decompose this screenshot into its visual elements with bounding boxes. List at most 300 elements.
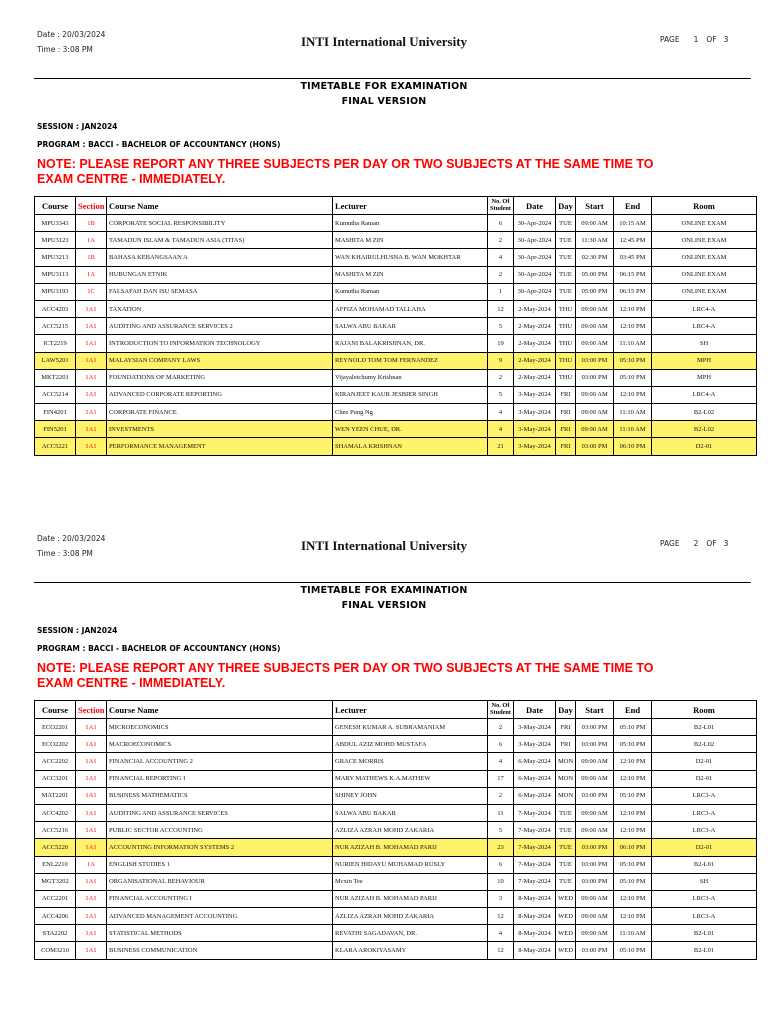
- cell-lecturer: NUR AZIZAH B. MOHAMAD PARIJ: [333, 890, 488, 907]
- cell-lecturer: GRACE MORRIS: [333, 753, 488, 770]
- cell-day: WED: [556, 890, 576, 907]
- cell-course-name: CORPORATE FINANCE: [107, 404, 333, 421]
- cell-end: 11:10 AM: [614, 404, 652, 421]
- cell-date: 7-May-2024: [514, 856, 556, 873]
- cell-end: 05:10 PM: [614, 856, 652, 873]
- table-header-row: [35, 197, 757, 215]
- cell-course: ACC3201: [35, 770, 76, 787]
- table-row: [35, 249, 757, 266]
- cell-end: 12:10 PM: [614, 804, 652, 821]
- cell-start: 02:30 PM: [576, 249, 614, 266]
- cell-room: ONLINE EXAM: [652, 215, 757, 232]
- cell-lecturer: Mcxin Tee: [333, 873, 488, 890]
- cell-students: 2: [488, 719, 514, 736]
- cell-end: 05:10 PM: [614, 942, 652, 959]
- cell-end: 12:10 PM: [614, 386, 652, 403]
- cell-lecturer: Kumutha Raman: [333, 283, 488, 300]
- cell-day: TUE: [556, 215, 576, 232]
- cell-date: 6-May-2024: [514, 770, 556, 787]
- table-row: [35, 232, 757, 249]
- cell-course: ECO2201: [35, 719, 76, 736]
- cell-section: 1A1: [76, 300, 107, 317]
- cell-date: 2-May-2024: [514, 318, 556, 335]
- cell-section: 1A: [76, 232, 107, 249]
- cell-day: MON: [556, 770, 576, 787]
- cell-day: FRI: [556, 404, 576, 421]
- table-row: [35, 335, 757, 352]
- cell-lecturer: AZLIZA AZRAH MOHD ZAKARIA: [333, 822, 488, 839]
- of-label: OF: [706, 35, 717, 44]
- table-row: [35, 908, 757, 925]
- cell-end: 12:10 PM: [614, 822, 652, 839]
- cell-start: 09:00 AM: [576, 890, 614, 907]
- cell-course-name: FINANCIAL REPORTING I: [107, 770, 333, 787]
- cell-day: TUE: [556, 266, 576, 283]
- cell-course: ACC5221: [35, 438, 76, 455]
- cell-date: 3-May-2024: [514, 736, 556, 753]
- cell-room: LRC3-A: [652, 890, 757, 907]
- cell-course-name: TAXATION: [107, 300, 333, 317]
- cell-lecturer: NUR AZIZAH B. MOHAMAD PARIJ: [333, 839, 488, 856]
- print-time: Time : 3:08 PM: [37, 45, 93, 54]
- cell-room: LRC4-A: [652, 300, 757, 317]
- cell-course-name: BUSINESS COMMUNICATION: [107, 942, 333, 959]
- cell-course: ENL2210: [35, 856, 76, 873]
- cell-room: ONLINE EXAM: [652, 266, 757, 283]
- cell-day: TUE: [556, 839, 576, 856]
- cell-students: 2: [488, 787, 514, 804]
- cell-course-name: HUBUNGAN ETNIK: [107, 266, 333, 283]
- cell-section: 1A1: [76, 421, 107, 438]
- cell-start: 09:00 AM: [576, 770, 614, 787]
- page-number: [660, 35, 728, 44]
- cell-date: 2-May-2024: [514, 300, 556, 317]
- cell-course-name: INVESTMENTS: [107, 421, 333, 438]
- cell-start: 09:00 AM: [576, 335, 614, 352]
- cell-section: 1A1: [76, 736, 107, 753]
- cell-students: 6: [488, 736, 514, 753]
- cell-date: 30-Apr-2024: [514, 215, 556, 232]
- cell-date: 2-May-2024: [514, 335, 556, 352]
- cell-start: 05:00 PM: [576, 266, 614, 283]
- cell-section: 1A: [76, 266, 107, 283]
- cell-end: 05:10 PM: [614, 352, 652, 369]
- table-row: [35, 839, 757, 856]
- cell-section: 1A1: [76, 404, 107, 421]
- cell-section: 1A1: [76, 352, 107, 369]
- cell-students: 2: [488, 232, 514, 249]
- cell-section: 1A1: [76, 438, 107, 455]
- cell-students: 4: [488, 753, 514, 770]
- cell-day: TUE: [556, 856, 576, 873]
- cell-lecturer: Kumutha Raman: [333, 215, 488, 232]
- cell-lecturer: SALWA ABU BAKAR: [333, 804, 488, 821]
- cell-start: 03:00 PM: [576, 719, 614, 736]
- cell-students: 2: [488, 369, 514, 386]
- cell-students: 4: [488, 249, 514, 266]
- cell-date: 2-May-2024: [514, 369, 556, 386]
- cell-date: 3-May-2024: [514, 438, 556, 455]
- cell-day: TUE: [556, 822, 576, 839]
- cell-day: MON: [556, 753, 576, 770]
- cell-start: 05:00 PM: [576, 283, 614, 300]
- col-end: End: [614, 701, 652, 719]
- cell-date: 3-May-2024: [514, 421, 556, 438]
- cell-end: 05:10 PM: [614, 787, 652, 804]
- cell-date: 8-May-2024: [514, 942, 556, 959]
- cell-lecturer: WAN KHAIRULHUSNA B. WAN MOKHTAR: [333, 249, 488, 266]
- cell-end: 12:10 PM: [614, 300, 652, 317]
- table-row: [35, 804, 757, 821]
- col-start: Start: [576, 197, 614, 215]
- table-row: [35, 753, 757, 770]
- cell-section: 1C: [76, 283, 107, 300]
- cell-start: 03:00 PM: [576, 942, 614, 959]
- cell-section: 1A1: [76, 753, 107, 770]
- cell-course: FIN4201: [35, 404, 76, 421]
- cell-start: 03:00 PM: [576, 352, 614, 369]
- cell-day: MON: [556, 787, 576, 804]
- cell-course: ACC5214: [35, 386, 76, 403]
- cell-start: 11:30 AM: [576, 232, 614, 249]
- table-row: [35, 283, 757, 300]
- cell-course-name: CORPORATE SOCIAL RESPONSIBILITY: [107, 215, 333, 232]
- cell-start: 09:00 AM: [576, 753, 614, 770]
- cell-course: ICT2219: [35, 335, 76, 352]
- cell-start: 03:00 PM: [576, 856, 614, 873]
- col-room: Room: [652, 197, 757, 215]
- cell-lecturer: REYNOLD TOM TOM FERNANDEZ: [333, 352, 488, 369]
- cell-course-name: BAHASA KEBANGSAAN A: [107, 249, 333, 266]
- cell-course: MKT2201: [35, 369, 76, 386]
- cell-end: 12:10 PM: [614, 890, 652, 907]
- cell-lecturer: SHAMALA KRISHNAN: [333, 438, 488, 455]
- session-label: SESSION : JAN2024: [37, 122, 118, 131]
- cell-end: 05:10 PM: [614, 369, 652, 386]
- cell-lecturer: MARY MATHEWS K.A.MATHEW: [333, 770, 488, 787]
- table-row: [35, 421, 757, 438]
- cell-end: 10:15 AM: [614, 215, 652, 232]
- cell-students: 3: [488, 890, 514, 907]
- exam-table: [34, 700, 757, 960]
- col-lecturer: Lecturer: [333, 701, 488, 719]
- cell-end: 05:10 PM: [614, 736, 652, 753]
- timetable-title: TIMETABLE FOR EXAMINATION: [300, 81, 468, 92]
- table-body: [35, 215, 757, 456]
- cell-course: MGT3202: [35, 873, 76, 890]
- cell-room: ONLINE EXAM: [652, 232, 757, 249]
- page-label: PAGE: [660, 539, 680, 548]
- cell-room: MPH: [652, 369, 757, 386]
- cell-students: 4: [488, 404, 514, 421]
- cell-room: D2-01: [652, 753, 757, 770]
- cell-start: 09:00 AM: [576, 822, 614, 839]
- table-row: [35, 925, 757, 942]
- cell-section: 1A1: [76, 839, 107, 856]
- col-date: Date: [514, 197, 556, 215]
- table-row: [35, 266, 757, 283]
- cell-course-name: FINANCIAL ACCOUNTING 2: [107, 753, 333, 770]
- cell-course-name: AUDITING AND ASSURANCE SERVICES: [107, 804, 333, 821]
- cell-date: 30-Apr-2024: [514, 249, 556, 266]
- page-total: 3: [723, 35, 729, 44]
- cell-end: 12:10 PM: [614, 318, 652, 335]
- cell-students: 2: [488, 266, 514, 283]
- cell-end: 12:10 PM: [614, 908, 652, 925]
- cell-date: 7-May-2024: [514, 804, 556, 821]
- cell-lecturer: ABDUL AZIZ MOHD MUSTAFA: [333, 736, 488, 753]
- col-course-name: Course Name: [107, 701, 333, 719]
- program-label: PROGRAM : BACCI - BACHELOR OF ACCOUNTANCY (HONS): [37, 140, 281, 149]
- cell-day: THU: [556, 369, 576, 386]
- cell-course: ACC4202: [35, 804, 76, 821]
- timetable-page-1: [0, 0, 768, 504]
- warning-note: NOTE: PLEASE REPORT ANY THREE SUBJECTS PER DAY OR TWO SUBJECTS AT THE SAME TIME TO EXAM CENTRE - IMMEDIATELY.: [37, 661, 654, 690]
- cell-room: LRC3-A: [652, 787, 757, 804]
- cell-course-name: MACROECONOMICS: [107, 736, 333, 753]
- cell-start: 09:00 AM: [576, 421, 614, 438]
- cell-course-name: ORGANISATIONAL BEHAVIOUR: [107, 873, 333, 890]
- cell-students: 4: [488, 925, 514, 942]
- cell-lecturer: AFFIZA MOHAMAD TALLAHA: [333, 300, 488, 317]
- cell-course: MPU3193: [35, 283, 76, 300]
- cell-day: THU: [556, 318, 576, 335]
- cell-start: 09:00 AM: [576, 404, 614, 421]
- cell-course-name: MICROECONOMICS: [107, 719, 333, 736]
- cell-course: MPU3213: [35, 249, 76, 266]
- cell-day: FRI: [556, 438, 576, 455]
- cell-date: 8-May-2024: [514, 908, 556, 925]
- cell-course-name: ACCOUNTING INFORMATION SYSTEMS 2: [107, 839, 333, 856]
- cell-course: ECO2202: [35, 736, 76, 753]
- page-current: 2: [693, 539, 699, 548]
- cell-date: 7-May-2024: [514, 873, 556, 890]
- col-section: Section: [76, 197, 107, 215]
- cell-students: 21: [488, 438, 514, 455]
- cell-start: 03:00 PM: [576, 736, 614, 753]
- cell-start: 09:00 AM: [576, 318, 614, 335]
- cell-section: 1A1: [76, 925, 107, 942]
- table-row: [35, 822, 757, 839]
- col-student: Student: [490, 204, 511, 212]
- cell-room: B2-L02: [652, 404, 757, 421]
- cell-students: 10: [488, 873, 514, 890]
- page-total: 3: [723, 539, 729, 548]
- col-start: Start: [576, 701, 614, 719]
- table-body: [35, 719, 757, 960]
- cell-course: ACC4203: [35, 300, 76, 317]
- cell-section: 1A1: [76, 318, 107, 335]
- cell-course: MPU3113: [35, 266, 76, 283]
- col-course-name: Course Name: [107, 197, 333, 215]
- cell-day: THU: [556, 352, 576, 369]
- cell-section: 1A1: [76, 873, 107, 890]
- cell-section: 1A: [76, 856, 107, 873]
- cell-day: FRI: [556, 736, 576, 753]
- table-row: [35, 438, 757, 455]
- cell-course: ACC5220: [35, 839, 76, 856]
- cell-day: TUE: [556, 873, 576, 890]
- cell-room: LRC4-A: [652, 318, 757, 335]
- cell-section: 1A1: [76, 908, 107, 925]
- session-label: SESSION : JAN2024: [37, 626, 118, 635]
- cell-room: LRC3-A: [652, 804, 757, 821]
- cell-lecturer: RAJANI BALAKRISHNAN, DR.: [333, 335, 488, 352]
- cell-date: 8-May-2024: [514, 890, 556, 907]
- cell-lecturer: SHINEY JOHN: [333, 787, 488, 804]
- cell-end: 06:15 PM: [614, 266, 652, 283]
- cell-end: 05:10 PM: [614, 873, 652, 890]
- cell-section: 1A1: [76, 890, 107, 907]
- print-time: Time : 3:08 PM: [37, 549, 93, 558]
- table-row: [35, 890, 757, 907]
- cell-day: FRI: [556, 386, 576, 403]
- cell-students: 19: [488, 335, 514, 352]
- cell-date: 6-May-2024: [514, 753, 556, 770]
- cell-lecturer: MASHITA M ZIN: [333, 266, 488, 283]
- cell-start: 09:00 AM: [576, 804, 614, 821]
- cell-room: LRC3-A: [652, 822, 757, 839]
- cell-course: LAW5201: [35, 352, 76, 369]
- table-row: [35, 215, 757, 232]
- col-no-of-student: [488, 197, 514, 215]
- print-date: Date : 20/03/2024: [37, 534, 106, 543]
- cell-section: 1A1: [76, 335, 107, 352]
- table-row: [35, 770, 757, 787]
- cell-course-name: ENGLISH STUDIES 1: [107, 856, 333, 873]
- cell-room: MPH: [652, 352, 757, 369]
- cell-students: 5: [488, 318, 514, 335]
- cell-section: 1A1: [76, 804, 107, 821]
- cell-course-name: STATISTICAL METHODS: [107, 925, 333, 942]
- cell-day: WED: [556, 942, 576, 959]
- cell-students: 17: [488, 770, 514, 787]
- cell-section: 1A1: [76, 822, 107, 839]
- cell-end: 12:45 PM: [614, 232, 652, 249]
- table-row: [35, 942, 757, 959]
- col-section: Section: [76, 701, 107, 719]
- cell-lecturer: GENESH KUMAR A. SUBRAMANIAM: [333, 719, 488, 736]
- cell-room: LRC4-A: [652, 386, 757, 403]
- cell-course-name: AUDITING AND ASSURANCE SERVICES 2: [107, 318, 333, 335]
- cell-section: 1A1: [76, 386, 107, 403]
- cell-lecturer: AZLIZA AZRAH MOHD ZAKARIA: [333, 908, 488, 925]
- cell-course-name: PUBLIC SECTOR ACCOUNTING: [107, 822, 333, 839]
- cell-lecturer: NURIEN HIDAYU MUHAMAD RUSLY: [333, 856, 488, 873]
- cell-students: 12: [488, 942, 514, 959]
- cell-course-name: TAMADUN ISLAM & TAMADUN ASIA (TITAS): [107, 232, 333, 249]
- cell-day: WED: [556, 908, 576, 925]
- cell-course: ACC5216: [35, 822, 76, 839]
- cell-start: 09:00 AM: [576, 300, 614, 317]
- cell-section: 1A1: [76, 369, 107, 386]
- cell-end: 03:45 PM: [614, 249, 652, 266]
- cell-course: COM3210: [35, 942, 76, 959]
- cell-start: 03:00 PM: [576, 839, 614, 856]
- cell-students: 6: [488, 856, 514, 873]
- cell-date: 2-May-2024: [514, 352, 556, 369]
- cell-end: 12:10 PM: [614, 770, 652, 787]
- cell-section: 1A1: [76, 719, 107, 736]
- table-row: [35, 873, 757, 890]
- cell-students: 11: [488, 804, 514, 821]
- page-current: 1: [693, 35, 699, 44]
- cell-students: 23: [488, 839, 514, 856]
- university-name: INTI International University: [300, 538, 468, 553]
- cell-date: 30-Apr-2024: [514, 232, 556, 249]
- cell-course-name: FOUNDATIONS OF MARKETING: [107, 369, 333, 386]
- cell-course-name: ADVANCED MANAGEMENT ACCOUNTING: [107, 908, 333, 925]
- cell-section: 1A1: [76, 787, 107, 804]
- cell-day: TUE: [556, 249, 576, 266]
- cell-course-name: INTRODUCTION TO INFORMATION TECHNOLOGY: [107, 335, 333, 352]
- table-row: [35, 736, 757, 753]
- cell-day: TUE: [556, 283, 576, 300]
- cell-course: MPU3343: [35, 215, 76, 232]
- version-title: FINAL VERSION: [341, 96, 427, 107]
- col-no-of: No. Of: [491, 198, 510, 205]
- cell-course: ACC2202: [35, 753, 76, 770]
- cell-end: 11:10 AM: [614, 421, 652, 438]
- cell-students: 5: [488, 822, 514, 839]
- cell-date: 30-Apr-2024: [514, 283, 556, 300]
- table-row: [35, 856, 757, 873]
- col-day: Day: [556, 197, 576, 215]
- cell-lecturer: WEN YEEN CHUE, DR.: [333, 421, 488, 438]
- cell-course-name: BUSINESS MATHEMATICS: [107, 787, 333, 804]
- cell-students: 1: [488, 283, 514, 300]
- col-student: Student: [490, 708, 511, 716]
- cell-course: ACC2201: [35, 890, 76, 907]
- col-day: Day: [556, 701, 576, 719]
- cell-date: 3-May-2024: [514, 719, 556, 736]
- cell-section: 1A1: [76, 942, 107, 959]
- cell-room: ONLINE EXAM: [652, 283, 757, 300]
- cell-lecturer: SALWA ABU BAKAR: [333, 318, 488, 335]
- cell-students: 9: [488, 352, 514, 369]
- program-label: PROGRAM : BACCI - BACHELOR OF ACCOUNTANCY (HONS): [37, 644, 281, 653]
- table-row: [35, 787, 757, 804]
- cell-start: 09:00 AM: [576, 215, 614, 232]
- cell-students: 6: [488, 215, 514, 232]
- cell-room: B2-L02: [652, 421, 757, 438]
- exam-table: [34, 196, 757, 456]
- cell-date: 7-May-2024: [514, 822, 556, 839]
- cell-lecturer: REVATHI SAGADAVAN, DR.: [333, 925, 488, 942]
- cell-end: 06:10 PM: [614, 839, 652, 856]
- cell-course: MAT2201: [35, 787, 76, 804]
- cell-day: THU: [556, 300, 576, 317]
- cell-day: TUE: [556, 232, 576, 249]
- cell-start: 03:00 PM: [576, 369, 614, 386]
- cell-start: 09:00 AM: [576, 925, 614, 942]
- cell-course-name: MALAYSIAN COMPANY LAWS: [107, 352, 333, 369]
- cell-room: B2-L01: [652, 719, 757, 736]
- cell-day: TUE: [556, 804, 576, 821]
- cell-course-name: FINANCIAL ACCOUNTING I: [107, 890, 333, 907]
- cell-date: 8-May-2024: [514, 925, 556, 942]
- cell-lecturer: Vijayaletchumy Krishnan: [333, 369, 488, 386]
- cell-room: B2-L01: [652, 925, 757, 942]
- cell-end: 06:15 PM: [614, 283, 652, 300]
- cell-lecturer: KLARA AROKIYASAMY: [333, 942, 488, 959]
- table-row: [35, 352, 757, 369]
- cell-start: 03:00 PM: [576, 438, 614, 455]
- cell-room: D2-01: [652, 438, 757, 455]
- university-name: INTI International University: [300, 34, 468, 49]
- col-no-of: No. Of: [491, 702, 510, 709]
- cell-day: WED: [556, 925, 576, 942]
